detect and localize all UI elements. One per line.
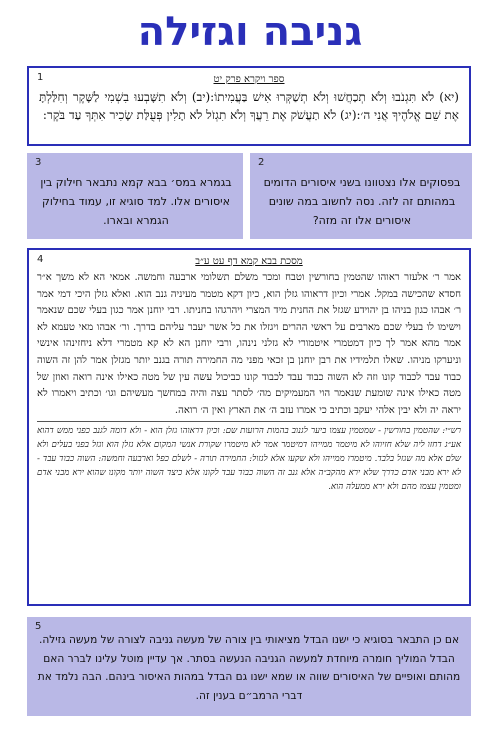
box-number: 3: [35, 157, 42, 168]
gemara-source-box: [27, 248, 471, 606]
torah-verses-text: (יא) לֹא תִּגְנֹבוּ וְלֹא תְכַחֲשׁוּ וְלֹא תְשַׁקְּרוּ אִישׁ בַּעֲמִיתוֹ:(יב) וְלֹא תִשָּׁבְעוּ בִשְׁמִי לַשָּׁקֶר וְחִלַּלְתָּ אֶת שֵׁם אֱלֹהֶיךָ אֲנִי ה׳:(יג) לֹא תַעֲשֹׁק אֶת רֵעֲךָ וְלֹא תִגְזֹל לֹא תָלִין פְּעֻלַּת שָׂכִיר אִתְּךָ עַד בֹּקֶר:: [39, 90, 459, 122]
conclusion-box: [27, 617, 471, 716]
divider: [37, 421, 461, 422]
source-heading: ספר ויקרא פרק יט: [213, 74, 285, 85]
box-number: 5: [35, 621, 42, 632]
box-number: 4: [37, 254, 44, 265]
box-number: 1: [37, 72, 44, 83]
gemara-heading: מסכת בבא קמא דף עט ע״ב: [195, 256, 303, 267]
instruction-box: [27, 153, 243, 239]
rashi-commentary-text: רש״י: שהטמין בחורשין - שמטמין עצמו ביער לגנוב בהמות הרועות שם: וכיון דראוהו גזלן הוא - ולא דומה לגנב כפני ממש דהוא אע״ג דחזו ליה שלא חזיוהו לא מיטמר ממייהו דמיטמר אמר לא מיטמרו שקורת אנשי המקום אלא גזלן הוא וגזל בפני בעלים ולא שלם אלא מה שגזל בלבד. מיטמרו ממייהו ולא שקעו אלא לגזול: החמירה תורה - לשלם כפל וארבעה וחמשה: השוה כבוד עבד - לא ירא מבני אדם כדרך שלא ירא מהקב״ה אלא גנב זה השוה כבוד עבד לקונו אלא כיצד השוה יותר מקונו שהוא ירא מבני אדם ומטמין עצמו מהם ולא ירא ממעלה הוא.: [37, 426, 461, 493]
question-box: [250, 153, 472, 239]
conclusion-text: אם כן התבאר בסוגיא כי ישנו הבדל מציאותי בין צורה של מעשה גניבה לצורה של מעשה גזילה. הבדל המוליך חומרה מיוחדת למעשה הגניבה הנעשה בסתר. אך עדיין מוטל עלינו לברר האם מהותם ואופיים של האיסורים שווה או שמא ישנו גם הבדל במהות האיסור בינהם. הבה נלמד את דברי הרמב״ם בענין זה.: [37, 634, 461, 702]
box-number: 2: [258, 157, 265, 168]
gemara-text: אמר ר׳ אלעזר ראוהו שהטמין בחורשין וטבח ומכר משלם תשלומי ארבעה וחמשה. אמאי הא לא משך א״ר חסדא שהכישה במקל. אמרי וכיון דראוהו גזלן הוא, כיון דקא מטמר מעיניה גנב הוא. ואלא גזלן היכי דמי אמר ר׳ אבהו כגון בניהו בן יהוידע שגזל את החנית מיד המצרי ויהרגהו בחניתו. רבי יוחנן אמר כגון בעלי שכם שנאמר וישימו לו בעלי שכם מארבים על ראשי ההרים ויגזלו את כל אשר יעבר עליהם בדרך. ור׳ אבהו מאי טעמא לא אמר מהא אמר לך כיון דמטמרי איטמורי לא גזלני נינהו, ורבי יוחנן הא לא קא מטמרי דלא ניחזינהו אינשי וניערקו מניהו. שאלו תלמידיו את רבן יוחנן בן זכאי מפני מה החמירה תורה בגנב יותר מגזלן אמר להן זה השוה כבוד עבד לכבוד קונו וזה לא השוה כבוד עבד לכבוד קונו כביכול עשה עין של מטה כאילו אינה רואה ואוזן של מטה כאילו אינה שומעת שנאמר הוי המעמיקים מה׳ לסתר עצה והיה במחשך מעשיהם וגו׳ וכתיב ויאמרו לא יראה יה ולא יבין אלהי יעקב וכתיב כי אמרו עזב ה׳ את הארץ ואין ה׳ רואה.: [37, 272, 461, 416]
question-text: בפסוקים אלו נצטוונו בשני איסורים הדומים במהותם זה לזה. נסה לחשוב במה שונים איסורים אלו זה מזה?: [263, 176, 461, 227]
page-title: גניבה וגזילה: [137, 9, 363, 55]
torah-source-box: [27, 66, 471, 146]
instruction-text: בגמרא במס׳ בבא קמא נתבאר חילוק בין איסורים אלו. למד סוגיא זו, עמוד בחילוק הגמרא ובארו.: [40, 176, 232, 227]
